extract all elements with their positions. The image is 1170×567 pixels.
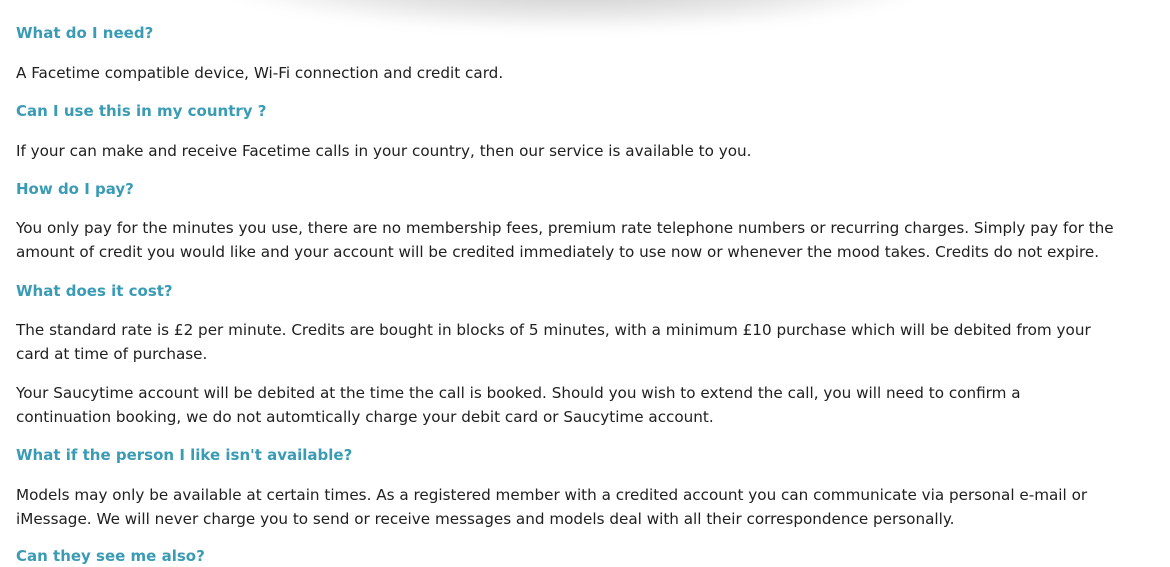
faq-answer-how-do-i-pay: You only pay for the minutes you use, there are no membership fees, premium rate telephone numbers or recurring charges. Simply pay for the amount of credit you would like and your account will be credited immediately to use now or whenever the mood takes. Credits do not expire. — [16, 219, 1114, 261]
faq-question-can-they-see-me: Can they see me also? — [16, 547, 205, 565]
faq-question-what-do-i-need: What do I need? — [16, 24, 154, 42]
faq-answer-what-do-i-need: A Facetime compatible device, Wi-Fi connection and credit card. — [16, 64, 504, 82]
faq-question-availability: What if the person I like isn't available? — [16, 446, 353, 464]
faq-question-cost: What does it cost? — [16, 282, 173, 300]
faq-question-country: Can I use this in my country ? — [16, 102, 267, 120]
faq-question-how-do-i-pay: How do I pay? — [16, 180, 134, 198]
faq-answer-cost-booking: Your Saucytime account will be debited at the time the call is booked. Should you wish to extend the call, you will need to confirm a continuation booking, we do not automtically charge your debit card or Saucytime account. — [16, 384, 1021, 426]
faq-answer-country: If your can make and receive Facetime calls in your country, then our service is available to you. — [16, 142, 752, 160]
faq-answer-availability: Models may only be available at certain times. As a registered member with a credited account you can communicate via personal e-mail or iMessage. We will never charge you to send or receive messages and models deal with all their correspondence personally. — [16, 486, 1088, 528]
header-shadow — [215, 0, 935, 30]
faq-answer-cost-rate: The standard rate is £2 per minute. Credits are bought in blocks of 5 minutes, with a minimum £10 purchase which will be debited from your card at time of purchase. — [16, 321, 1091, 363]
